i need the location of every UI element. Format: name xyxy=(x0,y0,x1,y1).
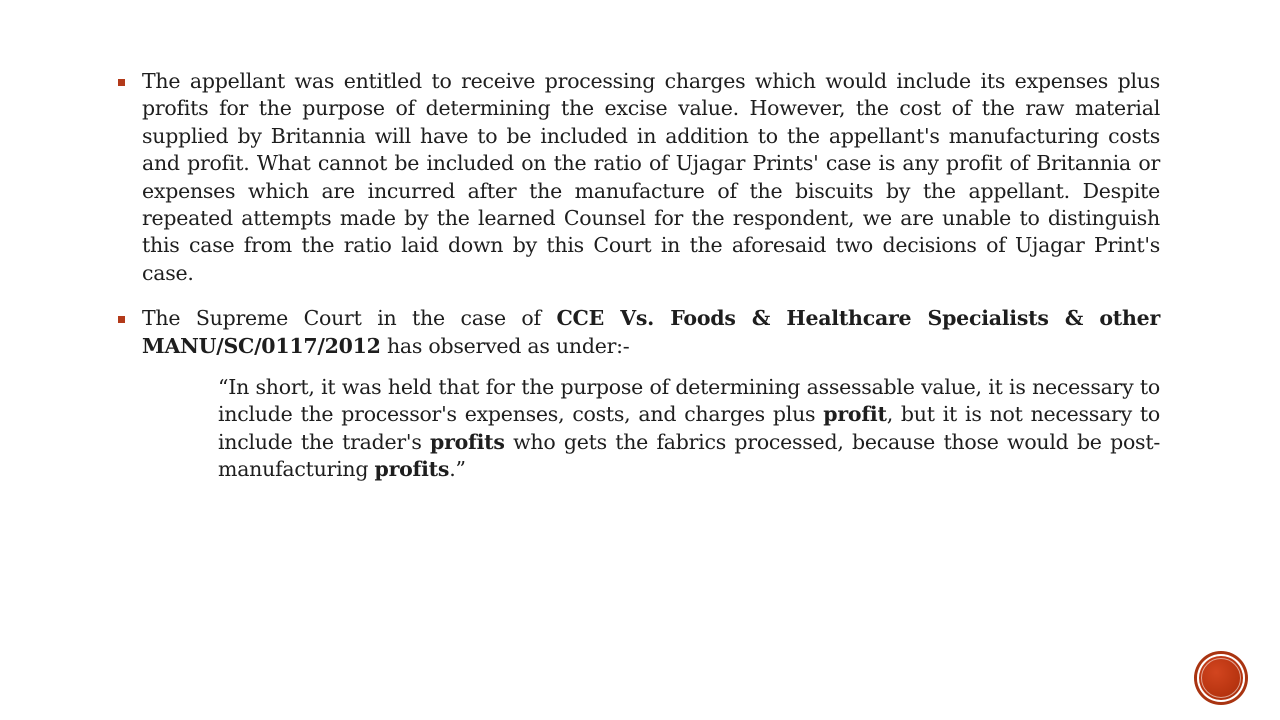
quote-emphasis: profit xyxy=(823,402,887,427)
case-citation: CCE Vs. Foods & Healthcare Specialists & other MANU/SC/0117/2012 xyxy=(142,306,1160,358)
block-quote xyxy=(218,374,1160,484)
circle-ring xyxy=(1201,658,1241,698)
bullet-paragraph-1 xyxy=(142,68,1160,287)
text-segment: The Supreme Court in the case of xyxy=(142,306,557,331)
quote-emphasis: profits xyxy=(430,429,505,454)
square-bullet-icon xyxy=(118,79,125,86)
quote-segment: who gets the fabrics processed, because those would be post-manufacturing xyxy=(218,429,1160,482)
bullet-item-1 xyxy=(118,68,1160,287)
text-segment: The appellant was entitled to receive processing charges which would include its expenses plus profits for the purpose of determining the excise value. However, the cost of the raw material supplied by Britannia will have to be included in addition to the appellant's manufacturing costs and profit. What cannot be included on the ratio of Ujagar Prints' case is any profit of Britannia or expenses which are incurred after the manufacture of the biscuits by the appellant. Despite repeated attempts made by the learned Counsel for the respondent, we are unable to distinguish this case from the ratio laid down by this Court in the aforesaid two decisions of Ujagar Print's case. xyxy=(142,69,1160,285)
text-segment: has observed as under:- xyxy=(380,333,630,358)
square-bullet-icon xyxy=(118,316,125,323)
quote-segment: .” xyxy=(449,457,466,482)
slide-content xyxy=(118,68,1160,502)
quote-emphasis: profits xyxy=(374,457,450,482)
bullet-paragraph-2 xyxy=(142,305,1160,360)
bullet-item-2 xyxy=(118,305,1160,483)
quote-segment: , but it is not necessary to include the trader's xyxy=(218,402,1160,454)
circle-nav-icon[interactable] xyxy=(1197,654,1245,702)
quote-segment: “In short, it was held that for the purpose of determining assessable value, it is necessary to include the processor's expenses, costs, and charges plus xyxy=(218,375,1160,427)
